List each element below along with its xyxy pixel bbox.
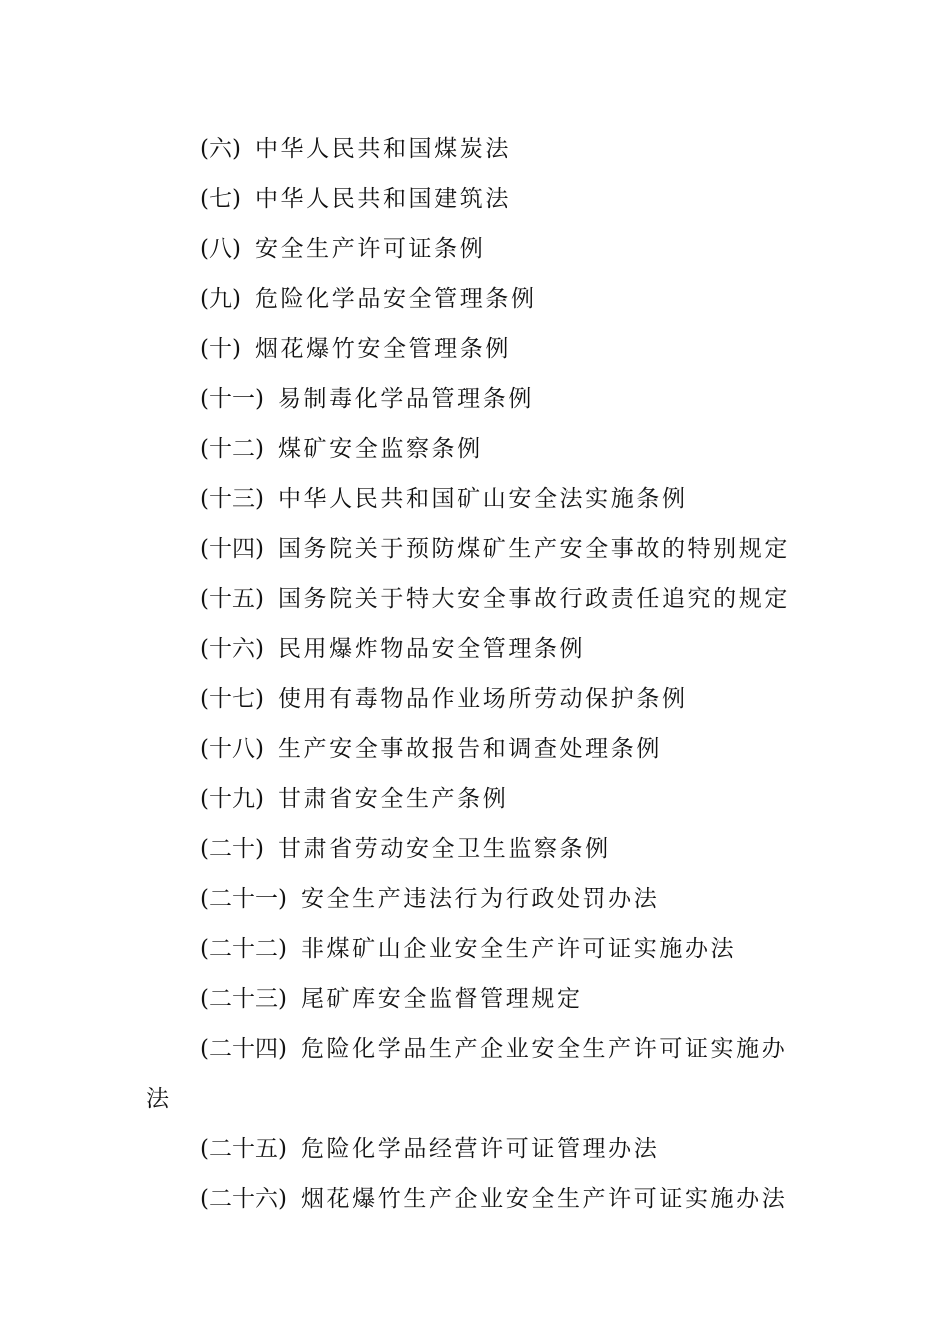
item-text: 安全生产许可证条例	[254, 236, 486, 262]
regulation-list	[0, 124, 950, 1224]
item-number: (十五)	[200, 586, 264, 612]
list-item	[0, 124, 950, 174]
item-number: (八)	[200, 236, 241, 262]
list-item	[0, 674, 950, 724]
item-number: (十六)	[200, 636, 264, 662]
list-item	[0, 824, 950, 874]
item-number: (十三)	[200, 486, 264, 512]
item-number: (二十一)	[200, 886, 287, 912]
item-text: 烟花爆竹安全管理条例	[254, 336, 511, 362]
item-text: 危险化学品生产企业安全生产许可证实施办	[300, 1036, 788, 1062]
list-item	[0, 224, 950, 274]
item-number: (十八)	[200, 736, 264, 762]
list-item	[0, 1024, 950, 1124]
item-text: 危险化学品经营许可证管理办法	[300, 1136, 660, 1162]
item-text: 甘肃省安全生产条例	[277, 786, 509, 812]
list-item	[0, 874, 950, 924]
item-number: (十一)	[200, 386, 264, 412]
item-text-continuation: 法	[146, 1086, 172, 1112]
item-text: 使用有毒物品作业场所劳动保护条例	[277, 686, 688, 712]
item-text: 民用爆炸物品安全管理条例	[277, 636, 586, 662]
item-number: (二十二)	[200, 936, 287, 962]
item-text: 尾矿库安全监督管理规定	[300, 986, 583, 1012]
list-item	[0, 324, 950, 374]
item-number: (六)	[200, 136, 241, 162]
item-number: (十七)	[200, 686, 264, 712]
item-text: 甘肃省劳动安全卫生监察条例	[277, 836, 611, 862]
item-number: (十二)	[200, 436, 264, 462]
list-item	[0, 374, 950, 424]
item-number: (二十四)	[200, 1036, 287, 1062]
item-number: (十九)	[200, 786, 264, 812]
item-text: 中华人民共和国建筑法	[254, 186, 511, 212]
list-item	[0, 274, 950, 324]
list-item	[0, 1174, 950, 1224]
item-text: 非煤矿山企业安全生产许可证实施办法	[300, 936, 737, 962]
item-number: (二十六)	[200, 1186, 287, 1212]
item-number: (九)	[200, 286, 241, 312]
list-item	[0, 424, 950, 474]
list-item	[0, 624, 950, 674]
item-number: (十四)	[200, 536, 264, 562]
item-number: (十)	[200, 336, 241, 362]
item-text: 国务院关于预防煤矿生产安全事故的特别规定	[277, 536, 790, 562]
item-text: 中华人民共和国煤炭法	[254, 136, 511, 162]
list-item	[0, 924, 950, 974]
list-item	[0, 974, 950, 1024]
item-text: 危险化学品安全管理条例	[254, 286, 537, 312]
item-number: (七)	[200, 186, 241, 212]
list-item	[0, 774, 950, 824]
item-text: 安全生产违法行为行政处罚办法	[300, 886, 660, 912]
list-item	[0, 474, 950, 524]
item-text: 烟花爆竹生产企业安全生产许可证实施办法	[300, 1186, 788, 1212]
list-item	[0, 1124, 950, 1174]
list-item	[0, 574, 950, 624]
item-text: 生产安全事故报告和调查处理条例	[277, 736, 662, 762]
item-number: (二十)	[200, 836, 264, 862]
list-item	[0, 524, 950, 574]
item-text: 国务院关于特大安全事故行政责任追究的规定	[277, 586, 790, 612]
list-item	[0, 174, 950, 224]
item-text: 煤矿安全监察条例	[277, 436, 483, 462]
item-number: (二十五)	[200, 1136, 287, 1162]
item-text: 易制毒化学品管理条例	[277, 386, 534, 412]
item-number: (二十三)	[200, 986, 287, 1012]
item-text: 中华人民共和国矿山安全法实施条例	[277, 486, 688, 512]
list-item	[0, 724, 950, 774]
